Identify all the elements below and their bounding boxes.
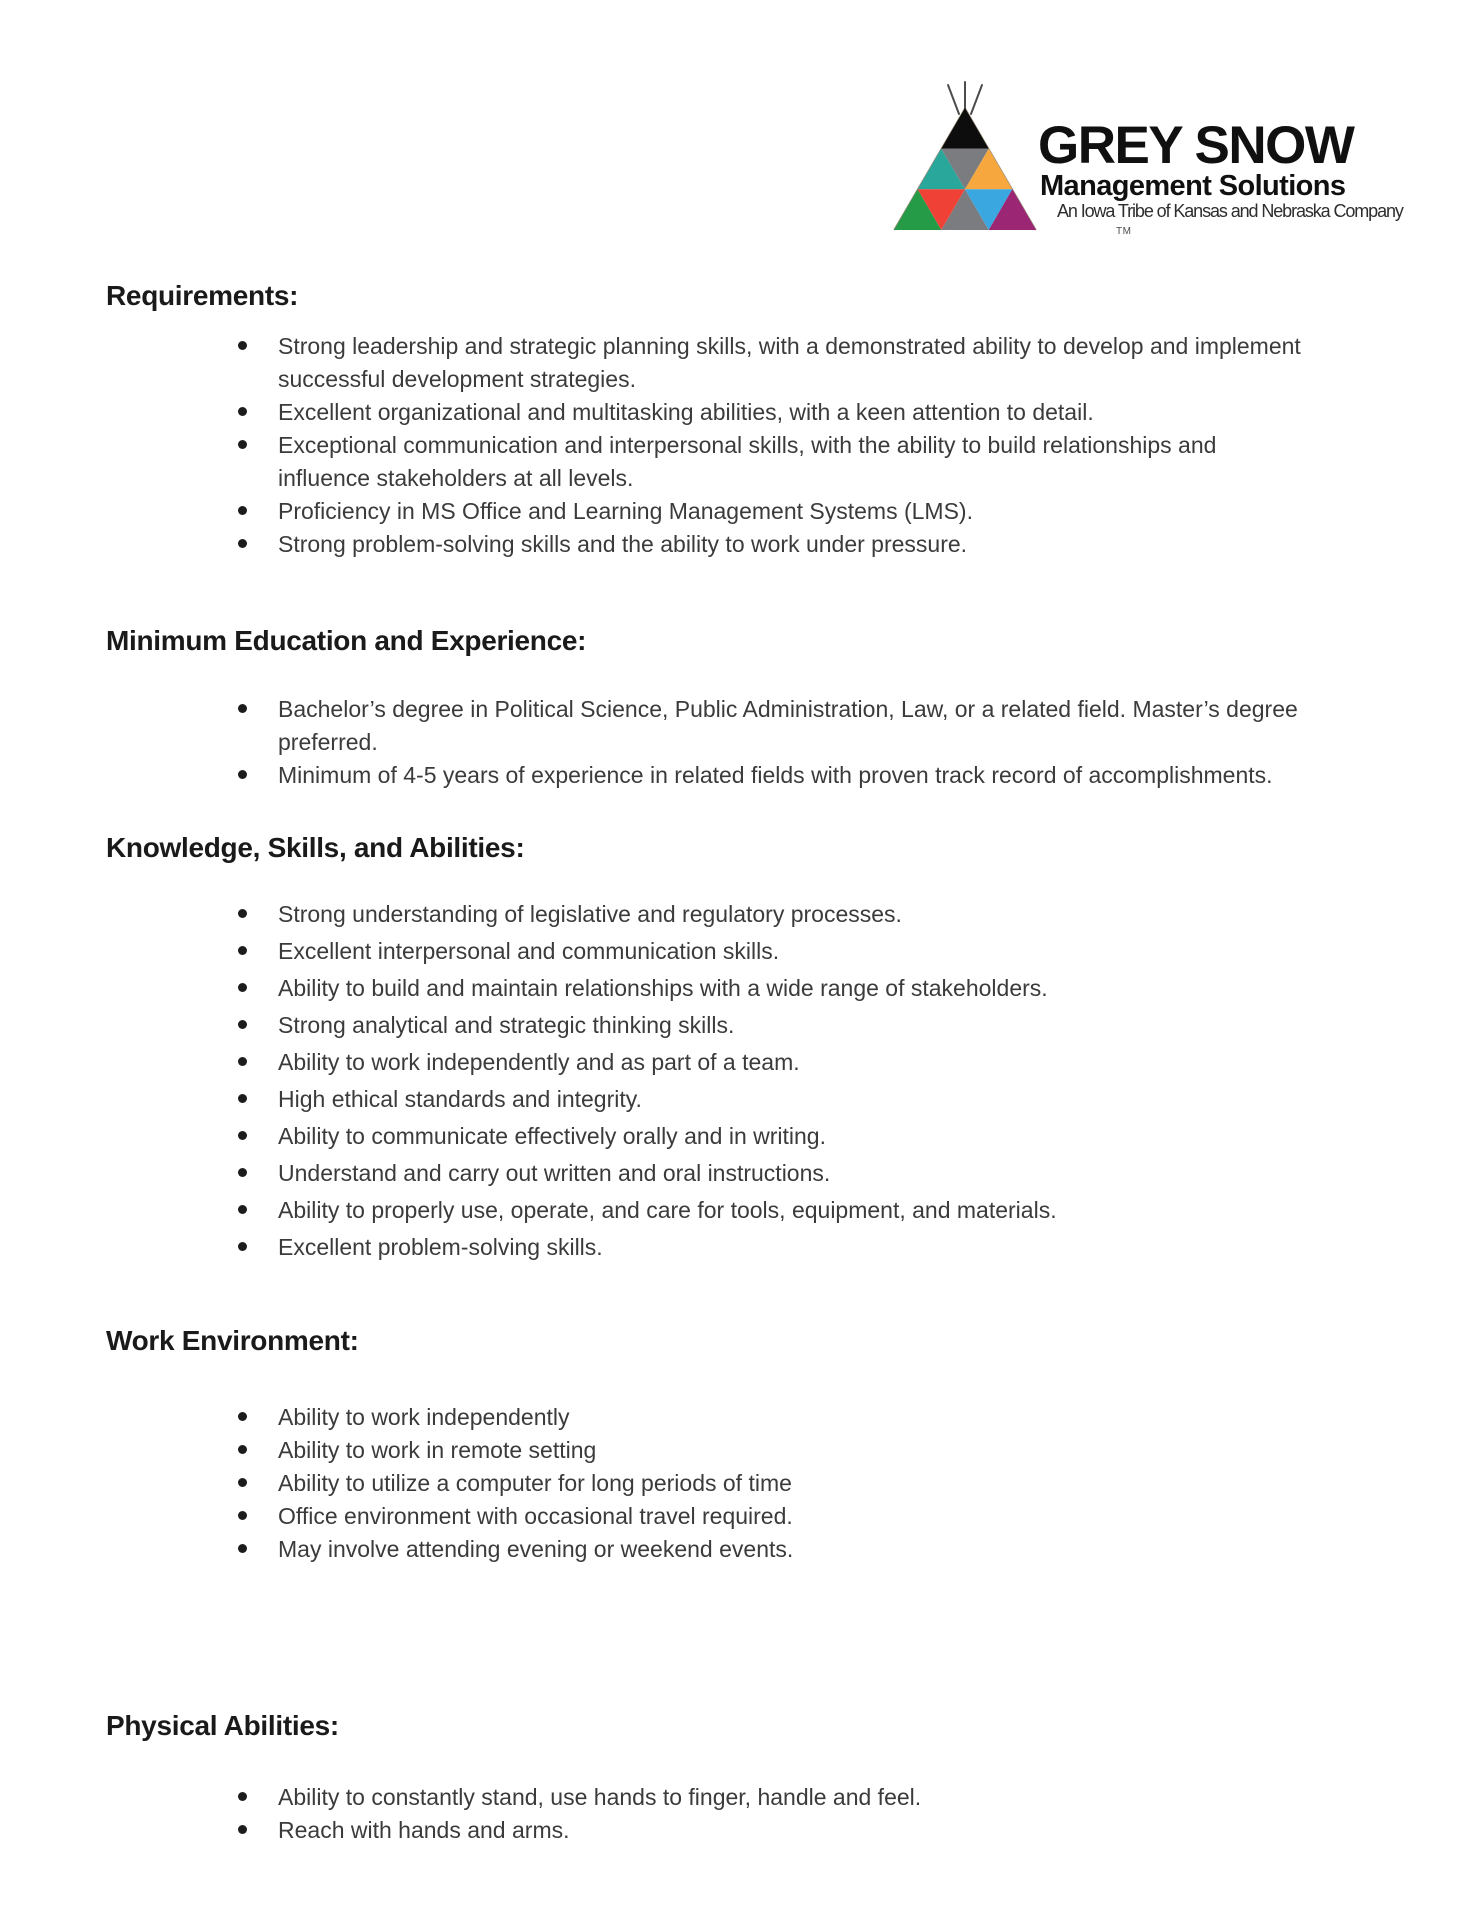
bullet-dot: [238, 1020, 247, 1029]
section-heading-minimum-education: Minimum Education and Experience:: [106, 625, 587, 656]
bullet-dot: [238, 440, 247, 449]
bullet-dot: [238, 909, 247, 918]
bullet-line: Ability to build and maintain relationships with a wide range of stakeholders.: [278, 975, 1048, 1001]
requirements-list: [106, 330, 1301, 561]
bullet-line: Ability to communicate effectively orally and in writing.: [278, 1123, 826, 1149]
bullet-line: High ethical standards and integrity.: [278, 1086, 642, 1112]
bullet-dot: [238, 704, 247, 713]
bullet-dot: [238, 1094, 247, 1103]
bullet-dot: [238, 407, 247, 416]
bullet-item: [106, 935, 1057, 968]
bullet-line: Ability to work independently and as part of a team.: [278, 1049, 800, 1075]
bullet-line: Ability to properly use, operate, and care for tools, equipment, and materials.: [278, 1197, 1057, 1223]
bullet-line: influence stakeholders at all levels.: [278, 465, 634, 491]
bullet-dot: [238, 1168, 247, 1177]
bullet-line: May involve attending evening or weekend events.: [278, 1536, 794, 1562]
bullet-line: Strong problem-solving skills and the ability to work under pressure.: [278, 531, 968, 557]
bullet-item: [106, 1231, 1057, 1264]
bullet-item: [106, 693, 1298, 759]
bullet-dot: [238, 1242, 247, 1251]
teepee-logo-icon: [885, 80, 1045, 232]
bullet-dot: [238, 1412, 247, 1421]
bullet-dot: [238, 1825, 247, 1834]
bullet-line: Ability to utilize a computer for long periods of time: [278, 1470, 792, 1496]
bullet-item: [106, 1467, 793, 1500]
bullet-line: Excellent interpersonal and communication skills.: [278, 938, 780, 964]
bullet-item: [106, 1434, 793, 1467]
bullet-dot: [238, 1445, 247, 1454]
logo-subtitle: Management Solutions: [1040, 170, 1346, 202]
work-environment-list: [106, 1401, 793, 1566]
bullet-item: [106, 898, 1057, 931]
bullet-dot: [238, 1478, 247, 1487]
bullet-line: Exceptional communication and interpersonal skills, with the ability to build relationships and: [278, 432, 1217, 458]
logo-tagline: An Iowa Tribe of Kansas and Nebraska Company: [1057, 201, 1403, 221]
section-heading-work-environment: Work Environment:: [106, 1325, 359, 1356]
bullet-item: [106, 528, 1301, 561]
bullet-item: [106, 1009, 1057, 1042]
bullet-item: [106, 1194, 1057, 1227]
bullet-line: successful development strategies.: [278, 366, 636, 392]
bullet-line: Ability to work in remote setting: [278, 1437, 597, 1463]
bullet-dot: [238, 506, 247, 515]
bullet-dot: [238, 1057, 247, 1066]
bullet-line: Ability to work independently: [278, 1404, 570, 1430]
bullet-item: [106, 1046, 1057, 1079]
bullet-line: Strong leadership and strategic planning skills, with a demonstrated ability to develop and implement: [278, 333, 1301, 359]
bullet-line: Proficiency in MS Office and Learning Management Systems (LMS).: [278, 498, 973, 524]
bullet-line: Excellent problem-solving skills.: [278, 1234, 603, 1260]
logo-title: GREY SNOW: [1038, 116, 1354, 175]
minimum-education-list: [106, 693, 1298, 792]
bullet-item: [106, 1814, 921, 1847]
bullet-line: Excellent organizational and multitasking abilities, with a keen attention to detail.: [278, 399, 1094, 425]
bullet-line: Strong analytical and strategic thinking skills.: [278, 1012, 735, 1038]
bullet-line: Office environment with occasional travel required.: [278, 1503, 793, 1529]
bullet-line: Reach with hands and arms.: [278, 1817, 570, 1843]
bullet-item: [106, 759, 1298, 792]
bullet-item: [106, 1157, 1057, 1190]
bullet-dot: [238, 770, 247, 779]
bullet-dot: [238, 1511, 247, 1520]
bullet-dot: [238, 341, 247, 350]
bullet-line: Strong understanding of legislative and regulatory processes.: [278, 901, 902, 927]
section-heading-physical-abilities: Physical Abilities:: [106, 1710, 339, 1741]
bullet-item: [106, 972, 1057, 1005]
bullet-line: Understand and carry out written and oral instructions.: [278, 1160, 831, 1186]
bullet-dot: [238, 1792, 247, 1801]
bullet-dot: [238, 983, 247, 992]
bullet-dot: [238, 1131, 247, 1140]
bullet-item: [106, 429, 1301, 495]
logo-trademark: TM: [1116, 226, 1132, 237]
bullet-dot: [238, 1205, 247, 1214]
bullet-dot: [238, 946, 247, 955]
physical-abilities-list: [106, 1781, 921, 1847]
bullet-line: Ability to constantly stand, use hands to finger, handle and feel.: [278, 1784, 922, 1810]
bullet-item: [106, 396, 1301, 429]
bullet-dot: [238, 539, 247, 548]
bullet-item: [106, 330, 1301, 396]
bullet-item: [106, 1533, 793, 1566]
knowledge-skills-abilities-list: [106, 898, 1057, 1268]
bullet-item: [106, 1083, 1057, 1116]
bullet-item: [106, 1120, 1057, 1153]
bullet-item: [106, 1401, 793, 1434]
bullet-line: Minimum of 4-5 years of experience in related fields with proven track record of accomplishments.: [278, 762, 1273, 788]
bullet-item: [106, 1500, 793, 1533]
bullet-line: preferred.: [278, 729, 378, 755]
bullet-item: [106, 495, 1301, 528]
bullet-line: Bachelor’s degree in Political Science, Public Administration, Law, or a related field. Master’s degree: [278, 696, 1298, 722]
section-heading-knowledge-skills-abilities: Knowledge, Skills, and Abilities:: [106, 832, 525, 863]
bullet-dot: [238, 1544, 247, 1553]
section-heading-requirements: Requirements:: [106, 280, 299, 311]
bullet-item: [106, 1781, 921, 1814]
